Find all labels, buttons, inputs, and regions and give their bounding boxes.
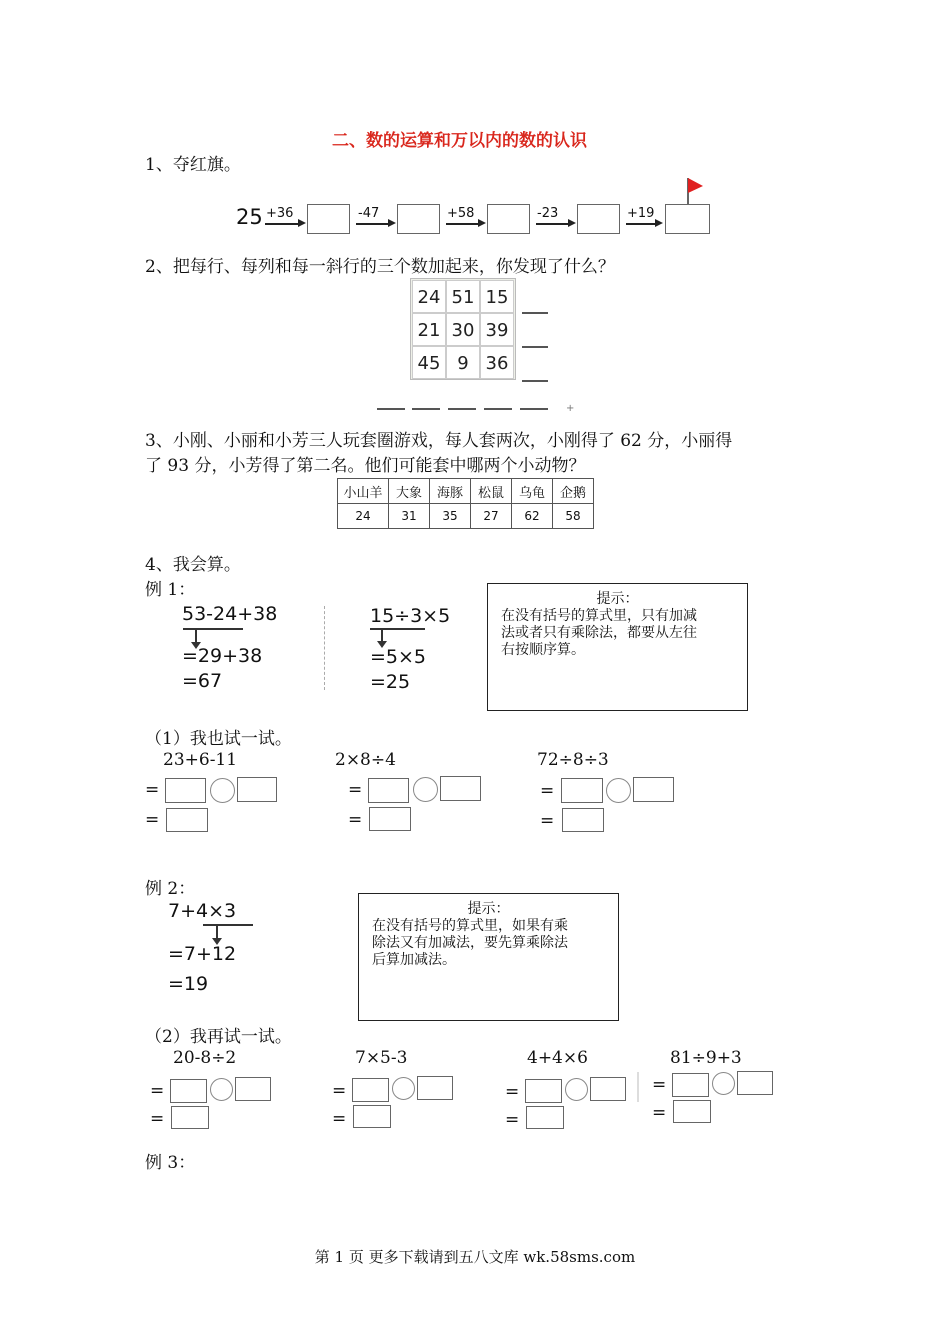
- example-2-label: 例 2：: [145, 879, 196, 899]
- grid-cell: 51: [446, 280, 480, 313]
- try-1-expr: 23+6-11: [163, 750, 238, 770]
- equals-sign: =: [540, 811, 555, 831]
- q1-answer-box-1[interactable]: [307, 204, 350, 234]
- grid-cell: 36: [480, 346, 514, 379]
- q3-line-2: 了 93 分，小芳得了第二名。他们可能套中哪两个小动物？: [145, 456, 586, 476]
- arrow-right-icon: [655, 219, 663, 227]
- diagonal-sum-blank[interactable]: [484, 408, 512, 410]
- answer-box[interactable]: [171, 1106, 209, 1129]
- grid-cell: 24: [412, 280, 446, 313]
- hint-box-2: [358, 893, 619, 1021]
- answer-box[interactable]: [440, 776, 481, 801]
- answer-box[interactable]: [673, 1100, 711, 1123]
- answer-box[interactable]: [166, 808, 208, 832]
- answer-box[interactable]: [672, 1073, 709, 1097]
- animal-name: 松鼠: [471, 479, 512, 504]
- animal-name: 小山羊: [338, 479, 389, 504]
- equals-sign: =: [332, 1081, 347, 1101]
- answer-box[interactable]: [237, 777, 277, 802]
- operator-circle[interactable]: [565, 1078, 588, 1101]
- q1-op-5: +19: [627, 206, 655, 221]
- example-1-label: 例 1：: [145, 580, 196, 600]
- arrow-right-icon: [478, 219, 486, 227]
- arrow-down-icon: [212, 938, 222, 945]
- animal-score-table: [337, 478, 594, 529]
- q1-op-4: -23: [537, 206, 559, 221]
- q1-op-3: +58: [447, 206, 475, 221]
- hint-line: 右按顺序算。: [501, 642, 585, 658]
- page-footer: 第 1 页 更多下载请到五八文库 wk.58sms.com: [314, 1248, 636, 1266]
- arrow-right-icon: [568, 219, 576, 227]
- equals-sign: =: [652, 1103, 667, 1123]
- paragraph-mark: +: [566, 403, 575, 414]
- dashed-divider: [324, 606, 325, 690]
- animal-name: 海豚: [430, 479, 471, 504]
- answer-box[interactable]: [737, 1071, 773, 1095]
- try-2-expr: 7×5-3: [355, 1048, 408, 1068]
- answer-box[interactable]: [417, 1076, 453, 1100]
- operator-circle[interactable]: [413, 777, 438, 802]
- animal-score: 62: [512, 504, 553, 529]
- q1-answer-box-4[interactable]: [577, 204, 620, 234]
- bracket-line: [183, 628, 243, 630]
- q2-label: 2、把每行、每列和每一斜行的三个数加起来，你发现了什么？: [145, 257, 615, 277]
- q3-line-1: 3、小刚、小丽和小芳三人玩套圈游戏，每人套两次，小刚得了 62 分，小丽得: [145, 431, 733, 451]
- hint-title: 提示：: [596, 591, 639, 607]
- faint-divider: [637, 1072, 639, 1102]
- work-line: 7+4×3: [168, 900, 237, 922]
- equals-sign: =: [540, 781, 555, 801]
- q1-label: 1、夺红旗。: [145, 155, 241, 175]
- q1-op-1: +36: [266, 206, 294, 221]
- answer-box[interactable]: [633, 777, 674, 802]
- grid-cell: 21: [412, 313, 446, 346]
- bracket-line: [203, 924, 253, 926]
- answer-box[interactable]: [235, 1077, 271, 1101]
- page-title: 二、数的运算和万以内的数的认识: [332, 131, 587, 151]
- answer-box[interactable]: [170, 1079, 207, 1103]
- grid-cell: 15: [480, 280, 514, 313]
- work-line: =25: [370, 671, 411, 693]
- arrow-down-icon: [191, 642, 201, 649]
- animal-score: 35: [430, 504, 471, 529]
- work-line: =29+38: [182, 645, 263, 667]
- answer-box[interactable]: [353, 1105, 391, 1128]
- row-sum-blank[interactable]: [522, 346, 548, 348]
- work-line: 15÷3×5: [370, 605, 451, 627]
- diagonal-sum-blank[interactable]: [520, 408, 548, 410]
- arrow-right-icon: [388, 219, 396, 227]
- grid-cell: 39: [480, 313, 514, 346]
- column-sum-blank[interactable]: [412, 408, 440, 410]
- try-2-expr: 81÷9+3: [670, 1048, 742, 1068]
- animal-score: 24: [338, 504, 389, 529]
- animal-name: 大象: [389, 479, 430, 504]
- q1-arrow-4: [536, 223, 569, 225]
- q1-arrow-3: [446, 223, 479, 225]
- arrow-down-icon: [377, 641, 387, 648]
- equals-sign: =: [505, 1082, 520, 1102]
- answer-box[interactable]: [562, 808, 604, 832]
- q4-label: 4、我会算。: [145, 555, 241, 575]
- answer-box[interactable]: [561, 778, 603, 803]
- hint-line: 在没有括号的算式里，只有加减: [501, 608, 697, 624]
- try-2-expr: 20-8÷2: [173, 1048, 237, 1068]
- equals-sign: =: [348, 780, 363, 800]
- animal-score: 27: [471, 504, 512, 529]
- q1-answer-box-3[interactable]: [487, 204, 530, 234]
- answer-box[interactable]: [165, 778, 206, 803]
- q1-start-number: 25: [236, 205, 263, 229]
- work-line: =5×5: [370, 646, 427, 668]
- animal-score: 58: [553, 504, 594, 529]
- column-sum-blank[interactable]: [377, 408, 405, 410]
- try-2-label: （2）我再试一试。: [145, 1027, 292, 1047]
- hint-line: 法或者只有乘除法，都要从左往: [501, 625, 697, 641]
- hint-title: 提示：: [467, 901, 510, 917]
- animal-name: 企鹅: [553, 479, 594, 504]
- red-flag-icon: [678, 176, 708, 206]
- q1-arrow-5: [626, 223, 656, 225]
- row-sum-blank[interactable]: [522, 312, 548, 314]
- operator-circle[interactable]: [210, 778, 235, 803]
- work-line: 53-24+38: [182, 603, 278, 625]
- operator-circle[interactable]: [210, 1078, 233, 1101]
- arrow-right-icon: [298, 219, 306, 227]
- q1-op-2: -47: [358, 206, 380, 221]
- answer-box[interactable]: [368, 778, 409, 803]
- example-1b-work: [370, 604, 450, 695]
- try-1-label: （1）我也试一试。: [145, 729, 292, 749]
- example-3-label: 例 3：: [145, 1153, 196, 1173]
- hint-line: 后算加减法。: [372, 952, 456, 968]
- equals-sign: =: [348, 810, 363, 830]
- example-2-work: [168, 899, 236, 997]
- q1-arrow-2: [356, 223, 389, 225]
- operator-circle[interactable]: [606, 778, 631, 803]
- hint-box-1: [487, 583, 748, 711]
- hint-line: 除法又有加减法，要先算乘除法: [372, 935, 568, 951]
- row-sum-blank[interactable]: [522, 380, 548, 382]
- grid-cell: 30: [446, 313, 480, 346]
- try-1-expr: 2×8÷4: [335, 750, 396, 770]
- answer-box[interactable]: [525, 1079, 562, 1103]
- work-line: =19: [168, 973, 209, 995]
- equals-sign: =: [505, 1110, 520, 1130]
- animal-score: 31: [389, 504, 430, 529]
- try-1-expr: 72÷8÷3: [537, 750, 609, 770]
- grid-cell: 9: [446, 346, 480, 379]
- equals-sign: =: [332, 1109, 347, 1129]
- equals-sign: =: [150, 1109, 165, 1129]
- work-line: =7+12: [168, 943, 237, 965]
- answer-box[interactable]: [590, 1077, 626, 1101]
- operator-circle[interactable]: [392, 1077, 415, 1100]
- q1-arrow-1: [265, 223, 299, 225]
- q1-answer-box-2[interactable]: [397, 204, 440, 234]
- try-2-expr: 4+4×6: [527, 1048, 588, 1068]
- equals-sign: =: [652, 1075, 667, 1095]
- equals-sign: =: [150, 1081, 165, 1101]
- equals-sign: =: [145, 780, 160, 800]
- column-sum-blank[interactable]: [448, 408, 476, 410]
- bracket-line: [370, 628, 425, 630]
- hint-line: 在没有括号的算式里，如果有乘: [372, 918, 568, 934]
- answer-box[interactable]: [352, 1078, 389, 1102]
- grid-cell: 45: [412, 346, 446, 379]
- answer-box[interactable]: [369, 807, 411, 831]
- animal-name: 乌龟: [512, 479, 553, 504]
- answer-box[interactable]: [526, 1106, 564, 1129]
- equals-sign: =: [145, 810, 160, 830]
- q1-answer-box-final[interactable]: [665, 204, 710, 234]
- operator-circle[interactable]: [712, 1072, 735, 1095]
- magic-square-grid: [410, 278, 516, 380]
- work-line: =67: [182, 670, 223, 692]
